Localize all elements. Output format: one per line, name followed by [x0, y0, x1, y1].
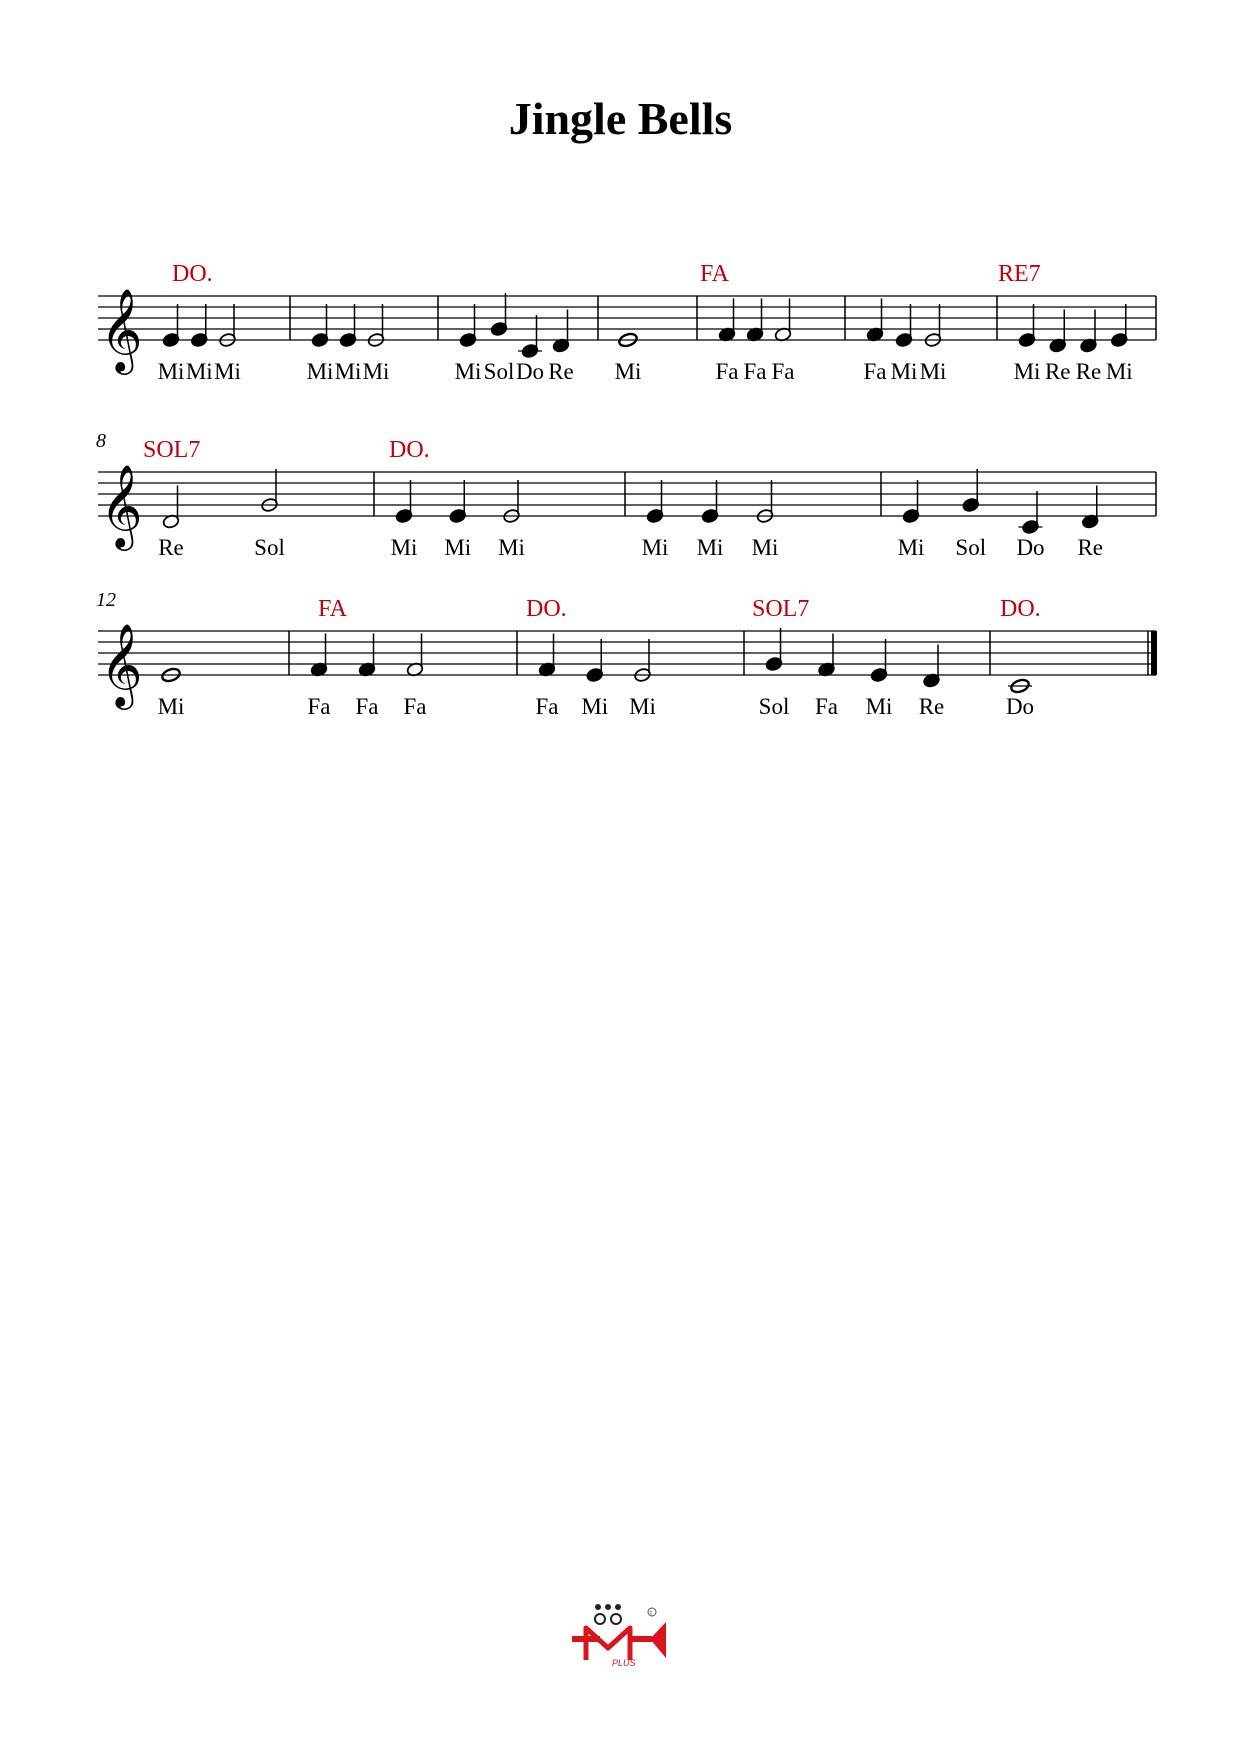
lyric-syllable: Do [1005, 694, 1035, 719]
lyric-syllable: Mi [897, 535, 925, 560]
chord-symbol: FA [318, 596, 347, 622]
sheet-music [0, 0, 1241, 760]
lyric-syllable: Re [548, 359, 574, 384]
treble-clef-icon: 𝄞 [100, 622, 143, 706]
lyric-syllable: Mi [444, 535, 472, 560]
lyric-syllable: Re [1077, 535, 1104, 560]
lyric-syllable: Mi [185, 359, 213, 384]
chord-symbol: RE7 [998, 261, 1041, 287]
svg-text:c: c [649, 1610, 653, 1617]
treble-clef-icon: 𝄞 [100, 463, 143, 547]
lyric-syllable: Mi [629, 694, 656, 719]
lyric-syllable: Fa [863, 359, 887, 384]
lyric-syllable: Fa [815, 694, 838, 719]
lyric-syllable: Mi [1013, 359, 1041, 384]
lyric-syllable: Mi [214, 359, 241, 384]
lyric-syllable: Fa [715, 359, 739, 384]
lyric-syllable: Re [1075, 359, 1102, 384]
chord-symbol: DO. [526, 596, 567, 622]
lyric-syllable: Mi [581, 694, 609, 719]
score-title: Jingle Bells [508, 93, 733, 144]
measure-number: 12 [96, 589, 116, 611]
lyric-syllable: Fa [403, 694, 427, 719]
chord-symbol: DO. [172, 261, 213, 287]
lyric-syllable: Fa [771, 359, 795, 384]
lyric-syllable: Mi [890, 359, 918, 384]
lyric-syllable: Mi [334, 359, 362, 384]
lyric-syllable: Re [1044, 359, 1071, 384]
lyric-syllable: Mi [362, 359, 390, 384]
lyric-syllable: Sol [758, 694, 790, 719]
lyric-syllable: Mi [306, 359, 334, 384]
lyric-syllable: Sol [483, 359, 515, 384]
lyric-syllable: Mi [157, 694, 185, 719]
lyric-syllable: Mi [498, 535, 525, 560]
lyric-syllable: Re [918, 694, 945, 719]
lyric-syllable: Fa [307, 694, 331, 719]
lyric-syllable: Mi [454, 359, 482, 384]
lyric-syllable: Fa [355, 694, 379, 719]
lyric-syllable: Sol [955, 535, 987, 560]
lyric-syllable: Fa [743, 359, 767, 384]
lyric-syllable: Fa [535, 694, 559, 719]
lyric-syllable: Do [1016, 535, 1045, 560]
lyric-syllable: Mi [865, 694, 893, 719]
lyric-syllable: Do [515, 359, 545, 384]
chord-symbol: FA [700, 261, 729, 287]
lyric-syllable: Mi [390, 535, 418, 560]
measure-number: 8 [96, 430, 106, 452]
lyric-syllable: Mi [919, 359, 947, 384]
lyric-syllable: Mi [614, 359, 642, 384]
final-barline [1151, 631, 1157, 675]
lyric-syllable: Mi [1105, 359, 1133, 384]
chord-symbol: DO. [1000, 596, 1041, 622]
chord-symbol: SOL7 [143, 437, 201, 463]
lyric-syllable: Re [158, 535, 184, 560]
trumpet-logo-icon [570, 1600, 680, 1670]
logo-plus-text: PLUS [612, 1658, 636, 1668]
treble-clef-icon: 𝄞 [100, 287, 143, 371]
lyric-syllable: Sol [254, 535, 285, 560]
lyric-syllable: Mi [696, 535, 724, 560]
lyric-syllable: Mi [157, 359, 185, 384]
lyric-syllable: Mi [641, 535, 669, 560]
lyric-syllable: Mi [751, 535, 779, 560]
chord-symbol: DO. [389, 437, 430, 463]
chord-symbol: SOL7 [752, 596, 810, 622]
